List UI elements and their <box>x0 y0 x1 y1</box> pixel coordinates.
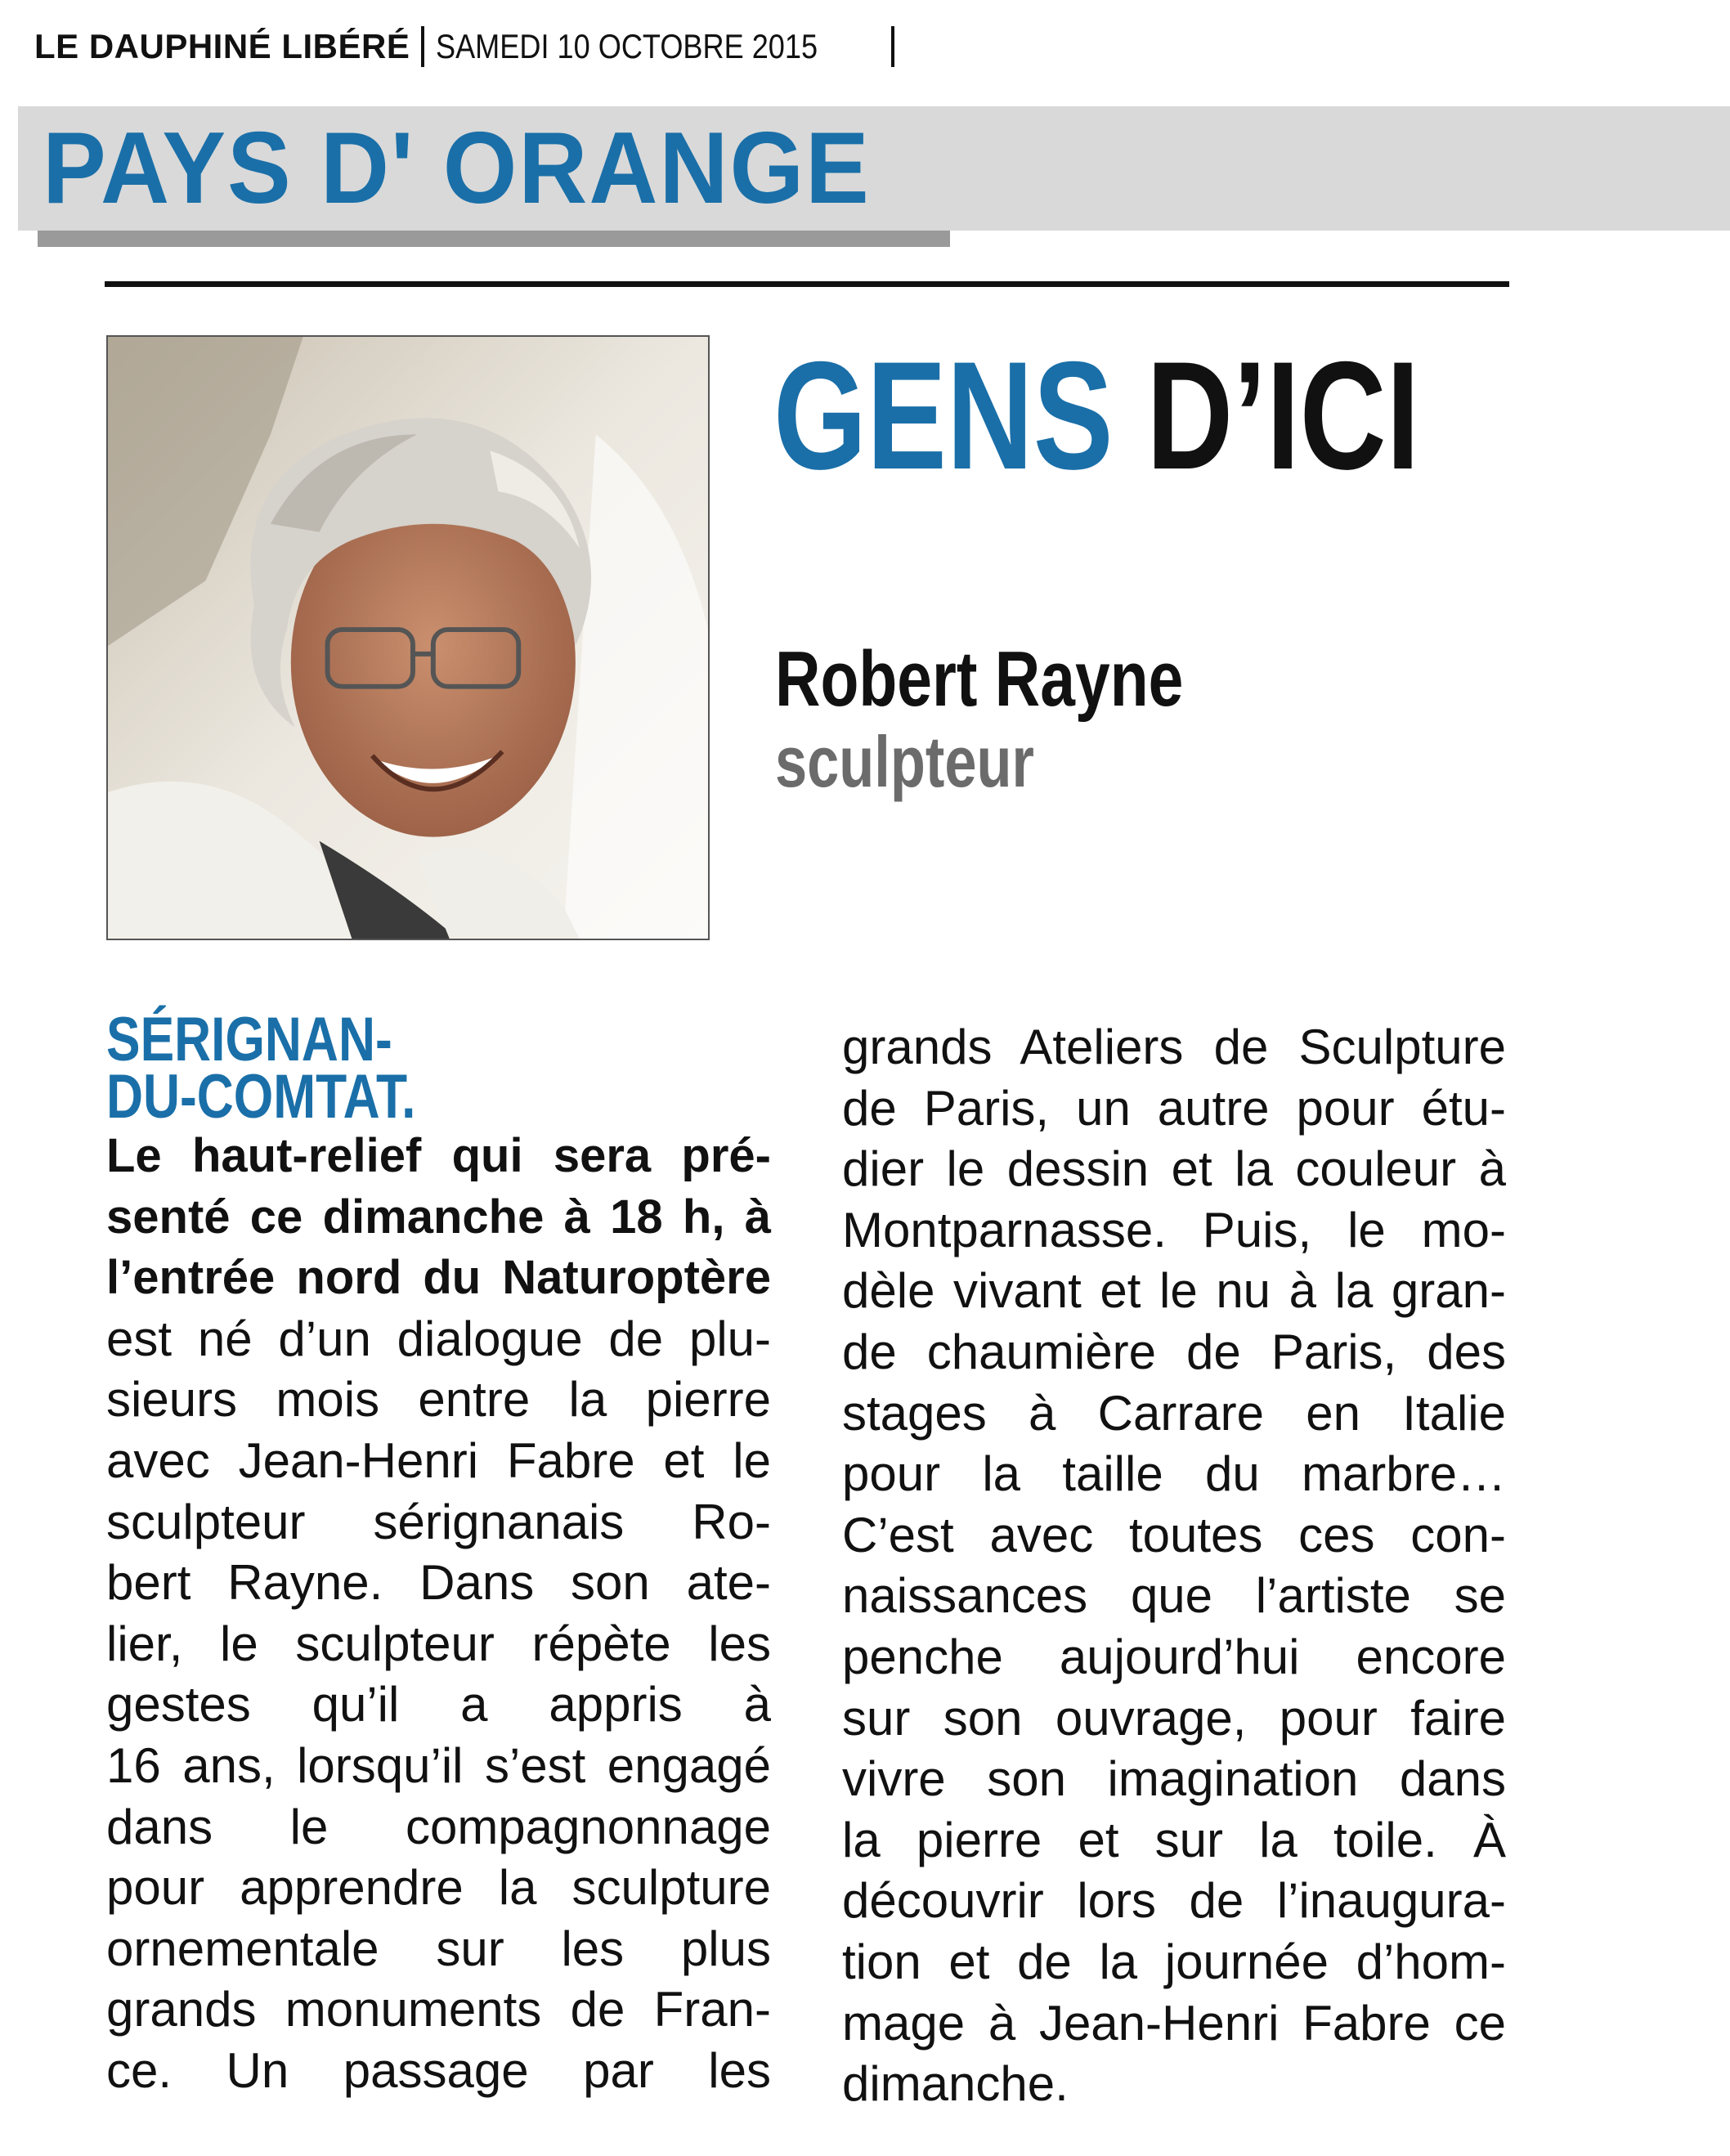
body-line: dimanche. <box>842 2056 1069 2112</box>
body-line: la pierre et sur la toile. À <box>842 1812 1506 1867</box>
article-column-left <box>106 1005 771 2102</box>
lead-line: l’entrée nord du Naturoptère <box>106 1251 771 1305</box>
person-name: Robert Rayne <box>775 635 1184 723</box>
article-column-right <box>842 1017 1506 2115</box>
body-line: tion et de la journée d’hom- <box>842 1934 1506 1989</box>
portrait-photo <box>106 335 710 940</box>
rubric-word-gens: GENS <box>773 329 1114 501</box>
lead-line: Le haut-relief qui sera pré- <box>106 1129 771 1182</box>
body-line: ce. Un passage par les <box>106 2042 771 2098</box>
dateline-line-1: SÉRIGNAN- <box>106 1005 392 1074</box>
article-lead <box>106 1126 771 1309</box>
rubric-word-dici: D’ICI <box>1146 329 1420 501</box>
body-line: ornementale sur les plus <box>106 1921 771 1976</box>
body-line: gestes qu’il a appris à <box>106 1677 771 1732</box>
body-line: naissances que l’artiste se <box>842 1568 1506 1624</box>
body-line: dier le dessin et la couleur à <box>842 1141 1506 1197</box>
top-rule <box>105 281 1509 287</box>
body-line: penche aujourd’hui encore <box>842 1629 1506 1684</box>
body-line: découvrir lors de l’inaugura- <box>842 1873 1506 1929</box>
body-line: 16 ans, lorsqu’il s’est engagé <box>106 1737 771 1793</box>
body-line: bert Rayne. Dans son ate- <box>106 1555 771 1611</box>
body-line: vivre son imagination dans <box>842 1751 1506 1807</box>
portrait-illustration <box>108 337 708 939</box>
rubric-title <box>773 329 1420 501</box>
person-role: sculpteur <box>775 721 1034 802</box>
body-line: grands Ateliers de Sculpture <box>842 1020 1506 1074</box>
body-line: Montparnasse. Puis, le mo- <box>842 1202 1506 1257</box>
body-line: lier, le sculpteur répète les <box>106 1616 771 1671</box>
lead-line: senté ce dimanche à 18 h, à <box>106 1190 771 1244</box>
body-line: pour la taille du marbre… <box>842 1446 1506 1502</box>
body-line: mage à Jean-Henri Fabre ce <box>842 1995 1506 2051</box>
masthead-separator <box>421 26 424 67</box>
body-line: est né d’un dialogue de plu- <box>106 1311 771 1366</box>
body-line: stages à Carrare en Italie <box>842 1385 1506 1441</box>
body-line: avec Jean-Henri Fabre et le <box>106 1432 771 1488</box>
section-title: PAYS D' ORANGE <box>43 112 871 225</box>
masthead-paper-name: LE DAUPHINÉ LIBÉRÉ <box>34 27 410 65</box>
body-line: dans le compagnonnage <box>106 1799 771 1854</box>
masthead-separator-end <box>891 26 894 67</box>
body-line: grands monuments de Fran- <box>106 1982 771 2037</box>
body-line: dèle vivant et le nu à la gran- <box>842 1263 1506 1319</box>
masthead <box>34 21 906 72</box>
masthead-date: SAMEDI 10 OCTOBRE 2015 <box>436 27 818 65</box>
dateline-line-2: DU-COMTAT. <box>106 1062 416 1132</box>
body-line: pour apprendre la sculpture <box>106 1860 771 1916</box>
body-line: C’est avec toutes ces con- <box>842 1507 1506 1562</box>
section-underline <box>38 231 950 247</box>
body-line: sur son ouvrage, pour faire <box>842 1690 1506 1746</box>
body-line: sculpteur sérignanais Ro- <box>106 1494 771 1549</box>
body-line: sieurs mois entre la pierre <box>106 1372 771 1428</box>
body-line: de chaumière de Paris, des <box>842 1324 1506 1379</box>
body-line: de Paris, un autre pour étu- <box>842 1080 1506 1136</box>
